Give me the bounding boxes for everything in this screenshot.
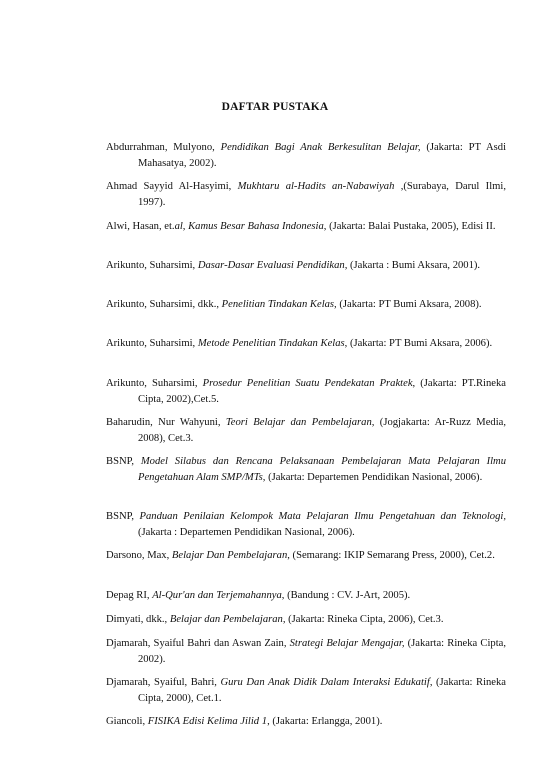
reference-entry: Darsono, Max, Belajar Dan Pembelajaran, (Semarang: IKIP Semarang Press, 2000), Cet.2. — [106, 550, 495, 561]
reference-entry: BSNP, Panduan Penilaian Kelompok Mata Pelajaran Ilmu Pengetahuan dan Teknologi, (Jakarta : Departemen Pendidikan Nasional, 2006). — [106, 511, 506, 538]
reference-entry: Alwi, Hasan, et.al, Kamus Besar Bahasa Indonesia, (Jakarta: Balai Pustaka, 2005), Edisi II. — [106, 221, 496, 232]
reference-entry: Arikunto, Suharsimi, Metode Penelitian Tindakan Kelas, (Jakarta: PT Bumi Aksara, 2006). — [106, 338, 493, 349]
reference-entry: Depag RI, Al-Qur'an dan Terjemahannya, (Bandung : CV. J-Art, 2005). — [106, 590, 411, 601]
reference-entry: Arikunto, Suharsimi, Dasar-Dasar Evaluasi Pendidikan, (Jakarta : Bumi Aksara, 2001). — [106, 260, 481, 271]
reference-entry: BSNP, Model Silabus dan Rencana Pelaksanaan Pembelajaran Mata Pelajaran Ilmu Pengetahuan Alam SMP/MTs, (Jakarta: Departemen Pendidikan Nasional, 2006). — [106, 456, 506, 483]
reference-entry: Djamarah, Syaiful Bahri dan Aswan Zain, Strategi Belajar Mengajar, (Jakarta: Rineka Cipta, 2002). — [106, 638, 507, 665]
page-title: DAFTAR PUSTAKA — [221, 101, 329, 113]
reference-entry: Ahmad Sayyid Al-Hasyimi, Mukhtaru al-Hadits an-Nabawiyah ,(Surabaya, Darul Ilmi, 1997). — [106, 181, 506, 208]
reference-entry: Abdurrahman, Mulyono, Pendidikan Bagi Anak Berkesulitan Belajar, (Jakarta: PT Asdi Mahasatya, 2002). — [106, 142, 507, 169]
reference-entry: Arikunto, Suharsimi, dkk., Penelitian Tindakan Kelas, (Jakarta: PT Bumi Aksara, 2008). — [106, 299, 482, 310]
reference-entry: Djamarah, Syaiful, Bahri, Guru Dan Anak Didik Dalam Interaksi Edukatif, (Jakarta: Rineka Cipta, 2000), Cet.1. — [106, 677, 507, 704]
reference-entry: Baharudin, Nur Wahyuni, Teori Belajar dan Pembelajaran, (Jogjakarta: Ar-Ruzz Media, 2008), Cet.3. — [106, 417, 506, 444]
reference-entry: Arikunto, Suharsimi, Prosedur Penelitian Suatu Pendekatan Praktek, (Jakarta: PT.Rineka Cipta, 2002),Cet.5. — [106, 378, 506, 405]
reference-entry: Giancoli, FISIKA Edisi Kelima Jilid 1, (Jakarta: Erlangga, 2001). — [106, 716, 383, 727]
reference-entry: Dimyati, dkk., Belajar dan Pembelajaran, (Jakarta: Rineka Cipta, 2006), Cet.3. — [106, 614, 444, 625]
